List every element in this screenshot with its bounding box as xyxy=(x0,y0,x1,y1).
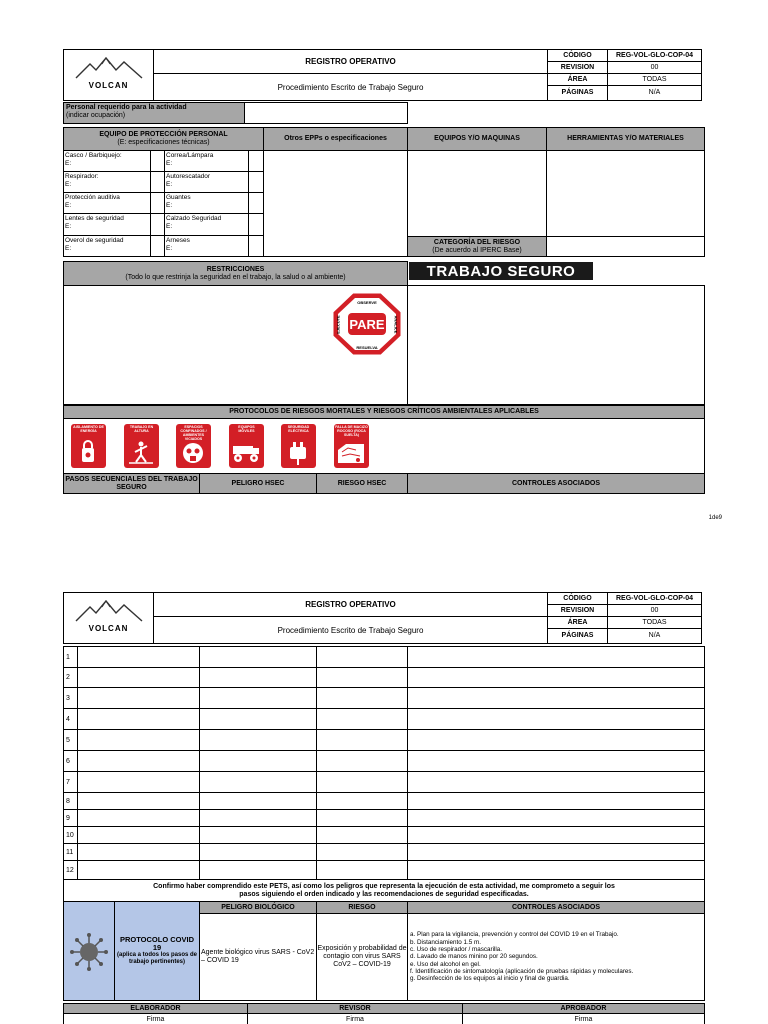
coronavirus-icon xyxy=(69,932,109,972)
step-cell[interactable] xyxy=(407,771,705,793)
step-cell[interactable] xyxy=(316,860,408,880)
step-cell[interactable] xyxy=(77,667,200,688)
step-cell[interactable] xyxy=(316,687,408,709)
logo-box-2 xyxy=(63,592,154,644)
step-cell[interactable] xyxy=(77,860,200,880)
paginas-value-2: N/A xyxy=(607,628,702,644)
step-cell[interactable] xyxy=(77,792,200,810)
step-cell[interactable] xyxy=(407,792,705,810)
epp-check-right[interactable] xyxy=(248,192,264,214)
step-cell[interactable] xyxy=(199,843,317,861)
epp-item-name: Lentes de seguridad xyxy=(65,215,124,222)
epp-check-left[interactable] xyxy=(150,171,165,193)
protocol-caption: EQUIPOS MÓVILES xyxy=(238,425,255,433)
step-cell[interactable] xyxy=(407,729,705,751)
mountain-logo-icon xyxy=(74,599,144,623)
epp-item-left xyxy=(63,171,151,193)
peligro-header: PELIGRO HSEC xyxy=(199,473,317,494)
step-number: 5 xyxy=(63,729,78,751)
step-cell[interactable] xyxy=(407,860,705,880)
mountain-logo-icon xyxy=(74,56,144,80)
covid-control-item: b. Distanciamiento 1.5 m. xyxy=(410,938,482,946)
area-value-2: TODAS xyxy=(607,616,702,629)
revision-value: 00 xyxy=(607,61,702,74)
covid-controles xyxy=(407,913,705,1001)
epp-item-right xyxy=(164,213,249,236)
epp-item-spec: E: xyxy=(65,201,72,209)
epp-item-name: Respirador: xyxy=(65,173,99,180)
vehicle-icon xyxy=(229,438,263,466)
aprobador-header: APROBADOR xyxy=(462,1003,705,1014)
step-cell[interactable] xyxy=(316,809,408,827)
step-cell[interactable] xyxy=(407,809,705,827)
protocol-card xyxy=(229,424,264,468)
step-cell[interactable] xyxy=(199,729,317,751)
covid-control-item: e. Uso del alcohol en gel. xyxy=(410,960,481,968)
step-cell[interactable] xyxy=(199,809,317,827)
codigo-label: CÓDIGO xyxy=(547,49,608,62)
step-cell[interactable] xyxy=(77,771,200,793)
step-cell[interactable] xyxy=(316,750,408,772)
pare-stop-sign xyxy=(332,292,402,356)
epp-item-spec: E: xyxy=(166,159,173,167)
personal-input[interactable] xyxy=(244,102,408,124)
otros-area[interactable] xyxy=(263,150,408,257)
step-number: 12 xyxy=(63,860,78,880)
step-cell[interactable] xyxy=(77,646,200,668)
elaborador-firma[interactable]: Firma xyxy=(63,1013,248,1024)
paginas-value: N/A xyxy=(607,85,702,101)
epp-check-left[interactable] xyxy=(150,213,165,236)
epp-item-left xyxy=(63,213,151,236)
epp-item-left xyxy=(63,192,151,214)
covid-controles-header: CONTROLES ASOCIADOS xyxy=(407,901,705,914)
step-cell[interactable] xyxy=(407,750,705,772)
codigo-value: REG-VOL-GLO-COP-04 xyxy=(607,49,702,62)
epp-check-right[interactable] xyxy=(248,171,264,193)
controles-header: CONTROLES ASOCIADOS xyxy=(407,473,705,494)
step-cell[interactable] xyxy=(199,646,317,668)
protocol-caption: TRABAJO EN ALTURA xyxy=(129,425,154,433)
epp-item-spec: E: xyxy=(166,180,173,188)
protocol-caption: SEGURIDAD ELÉCTRICA xyxy=(287,425,310,433)
trabajo-seguro-text: TRABAJO SEGURO xyxy=(426,262,576,280)
personal-label: Personal requerido para la actividad (indicar ocupación) xyxy=(63,102,245,124)
epp-item-spec: E: xyxy=(65,180,72,188)
epp-check-right[interactable] xyxy=(248,213,264,236)
step-cell[interactable] xyxy=(199,667,317,688)
epp-item-name: Casco / Barbiquejo: xyxy=(65,152,122,159)
pare-bottom-text: RESUELVA xyxy=(356,345,378,350)
doc-subtitle-2: Procedimiento Escrito de Trabajo Seguro xyxy=(153,616,548,644)
herramientas-area[interactable] xyxy=(546,150,705,237)
step-cell[interactable] xyxy=(316,708,408,730)
step-cell[interactable] xyxy=(77,708,200,730)
step-number: 1 xyxy=(63,646,78,668)
epp-item-spec: E: xyxy=(65,222,72,230)
logo-box xyxy=(63,49,154,101)
epp-item-spec: E: xyxy=(166,201,173,209)
riesgo-header: RIESGO HSEC xyxy=(316,473,408,494)
paginas-label: PÁGINAS xyxy=(547,85,608,101)
step-cell[interactable] xyxy=(199,750,317,772)
step-number: 11 xyxy=(63,843,78,861)
step-cell[interactable] xyxy=(407,826,705,844)
codigo-label-2: CÓDIGO xyxy=(547,592,608,605)
step-cell[interactable] xyxy=(316,843,408,861)
epp-check-left[interactable] xyxy=(150,150,165,172)
revisor-header: REVISOR xyxy=(247,1003,463,1014)
epp-item-name: Autorescatador xyxy=(166,173,211,180)
epp-check-right[interactable] xyxy=(248,150,264,172)
protocol-card xyxy=(281,424,316,468)
protocol-card xyxy=(334,424,369,468)
area-label: ÁREA xyxy=(547,73,608,86)
step-cell[interactable] xyxy=(316,667,408,688)
step-cell[interactable] xyxy=(316,646,408,668)
step-cell[interactable] xyxy=(77,809,200,827)
paginas-label-2: PÁGINAS xyxy=(547,628,608,644)
epp-item-spec: E: xyxy=(166,222,173,230)
step-cell[interactable] xyxy=(77,843,200,861)
revision-label: REVISION xyxy=(547,61,608,74)
plug-icon xyxy=(281,438,315,466)
epp-item-right xyxy=(164,150,249,172)
pare-top-text: OBSERVE xyxy=(357,300,377,305)
elaborador-header: ELABORADOR xyxy=(63,1003,248,1014)
epp-item-spec: E: xyxy=(65,244,72,252)
covid-controls-list xyxy=(410,931,702,982)
confirm-text: Confirmo haber comprendido este PETS, así como los peligros que representa la ejecución de esta actividad, me comprometo a seguir los pasos siguiendo el orden indicado y las recomendaciones de seguridad especificadas. xyxy=(63,879,705,902)
protocolos-area xyxy=(63,418,705,474)
covid-control-item: d. Lavado de manos minino por 20 segundos. xyxy=(410,953,538,961)
epp-item-name: Overol de seguridad xyxy=(65,237,124,244)
covid-control-item: f. Identificación de sintomatología (aplicación de pruebas rápidas y moleculares. xyxy=(410,967,634,975)
step-cell[interactable] xyxy=(199,687,317,709)
step-cell[interactable] xyxy=(316,729,408,751)
epp-check-right[interactable] xyxy=(248,235,264,257)
otros-header: Otros EPPs o especificaciones xyxy=(263,127,408,151)
codigo-value-2: REG-VOL-GLO-COP-04 xyxy=(607,592,702,605)
epp-item-name: Calzado Seguridad xyxy=(166,215,222,222)
step-cell[interactable] xyxy=(77,826,200,844)
step-number: 2 xyxy=(63,667,78,688)
step-number: 8 xyxy=(63,792,78,810)
epp-item-spec: E: xyxy=(166,244,173,252)
area-value: TODAS xyxy=(607,73,702,86)
epp-check-left[interactable] xyxy=(150,235,165,257)
doc-subtitle: Procedimiento Escrito de Trabajo Seguro xyxy=(153,73,548,101)
page-number: 1de9 xyxy=(708,515,722,521)
epp-item-right xyxy=(164,171,249,193)
doc-title-2: REGISTRO OPERATIVO xyxy=(153,592,548,617)
lock-icon xyxy=(71,438,105,466)
revision-label-2: REVISION xyxy=(547,604,608,617)
epp-item-right xyxy=(164,192,249,214)
step-cell[interactable] xyxy=(199,826,317,844)
protocol-card xyxy=(124,424,159,468)
epp-check-left[interactable] xyxy=(150,192,165,214)
revisor-firma[interactable]: Firma xyxy=(247,1013,463,1024)
equipos-header: EQUIPOS Y/O MAQUINAS xyxy=(407,127,547,151)
step-cell[interactable] xyxy=(407,646,705,668)
restricciones-header: RESTRICCIONES (Todo lo que restrinja la seguridad en el trabajo, la salud o al ambiente) xyxy=(63,261,408,286)
step-cell[interactable] xyxy=(407,843,705,861)
step-cell[interactable] xyxy=(199,792,317,810)
pare-left-text: EJECUTE xyxy=(335,315,341,334)
logo-text: VOLCAN xyxy=(88,81,129,90)
covid-control-item: c. Uso de respirador / mascarilla. xyxy=(410,946,503,954)
epp-item-left xyxy=(63,235,151,257)
step-cell[interactable] xyxy=(316,771,408,793)
categoria-header: CATEGORÍA DEL RIESGO (De acuerdo al IPERC Base) xyxy=(407,236,547,257)
restricciones-right-area xyxy=(407,285,705,405)
categoria-value[interactable] xyxy=(546,236,705,257)
covid-control-item: g. Desinfección de los equipos al inicio y final de guardia. xyxy=(410,975,570,983)
step-cell[interactable] xyxy=(77,750,200,772)
epp-item-name: Guantes xyxy=(166,194,191,201)
step-number: 10 xyxy=(63,826,78,844)
step-number: 4 xyxy=(63,708,78,730)
aprobador-firma[interactable]: Firma xyxy=(462,1013,705,1024)
peligro-biologico-header: PELIGRO BIOLÓGICO xyxy=(199,901,317,914)
step-cell[interactable] xyxy=(407,667,705,688)
epp-header: EQUIPO DE PROTECCIÓN PERSONAL (E: especificaciones técnicas) xyxy=(63,127,264,151)
epp-item-left xyxy=(63,150,151,172)
equipos-area[interactable] xyxy=(407,150,547,237)
step-cell[interactable] xyxy=(199,860,317,880)
covid-control-item: a. Plan para la vigilancia, prevención y control del COVID 19 en el Trabajo. xyxy=(410,931,619,939)
protocol-card xyxy=(71,424,106,468)
covid-image-box xyxy=(63,901,115,1001)
protocol-caption: FALLA DE MACIZO ROCOSO (ROCA SUELTA) xyxy=(335,425,368,437)
step-cell[interactable] xyxy=(199,771,317,793)
step-number: 6 xyxy=(63,750,78,772)
step-cell[interactable] xyxy=(407,708,705,730)
gas-mask-icon xyxy=(176,438,210,466)
step-cell[interactable] xyxy=(199,708,317,730)
covid-protocol-cell: PROTOCOLO COVID 19 (aplica a todos los pasos de trabajo pertinentes) xyxy=(114,901,200,1001)
covid-peligro-text: Agente biológico virus SARS - CoV2 – COVID 19 xyxy=(199,913,317,1001)
step-number: 7 xyxy=(63,771,78,793)
epp-item-right xyxy=(164,235,249,257)
protocol-caption: ESPACIOS CONFINADOS / AMBIENTES VICIADOS xyxy=(180,425,207,441)
protocol-card xyxy=(176,424,211,468)
pare-right-text: ANALICE xyxy=(393,315,399,334)
step-cell[interactable] xyxy=(77,729,200,751)
step-cell[interactable] xyxy=(77,687,200,709)
harness-icon xyxy=(124,438,158,466)
protocolos-header: PROTOCOLOS DE RIESGOS MORTALES Y RIESGOS CRÍTICOS AMBIENTALES APLICABLES xyxy=(63,405,705,419)
protocol-caption: AISLAMIENTO DE ENERGÍA xyxy=(73,425,104,433)
trabajo-seguro-banner xyxy=(409,262,593,280)
revision-value-2: 00 xyxy=(607,604,702,617)
epp-item-name: Correa/Lámpara xyxy=(166,152,214,159)
step-number: 3 xyxy=(63,687,78,709)
step-cell[interactable] xyxy=(316,826,408,844)
epp-item-spec: E: xyxy=(65,159,72,167)
covid-riesgo-header: RIESGO xyxy=(316,901,408,914)
doc-title: REGISTRO OPERATIVO xyxy=(153,49,548,74)
area-label-2: ÁREA xyxy=(547,616,608,629)
covid-riesgo-text: Exposición y probabilidad de contagio con virus SARS CoV2 – COVID-19 xyxy=(316,913,408,1001)
pasos-header: PASOS SECUENCIALES DEL TRABAJO SEGURO xyxy=(63,473,200,494)
step-cell[interactable] xyxy=(316,792,408,810)
pare-center-text: PARE xyxy=(349,317,385,332)
epp-item-name: Protección auditiva xyxy=(65,194,120,201)
step-cell[interactable] xyxy=(407,687,705,709)
herramientas-header: HERRAMIENTAS Y/O MATERIALES xyxy=(546,127,705,151)
step-number: 9 xyxy=(63,809,78,827)
rockfall-icon xyxy=(334,438,368,466)
epp-item-name: Arneses xyxy=(166,237,190,244)
logo-text: VOLCAN xyxy=(88,624,129,633)
